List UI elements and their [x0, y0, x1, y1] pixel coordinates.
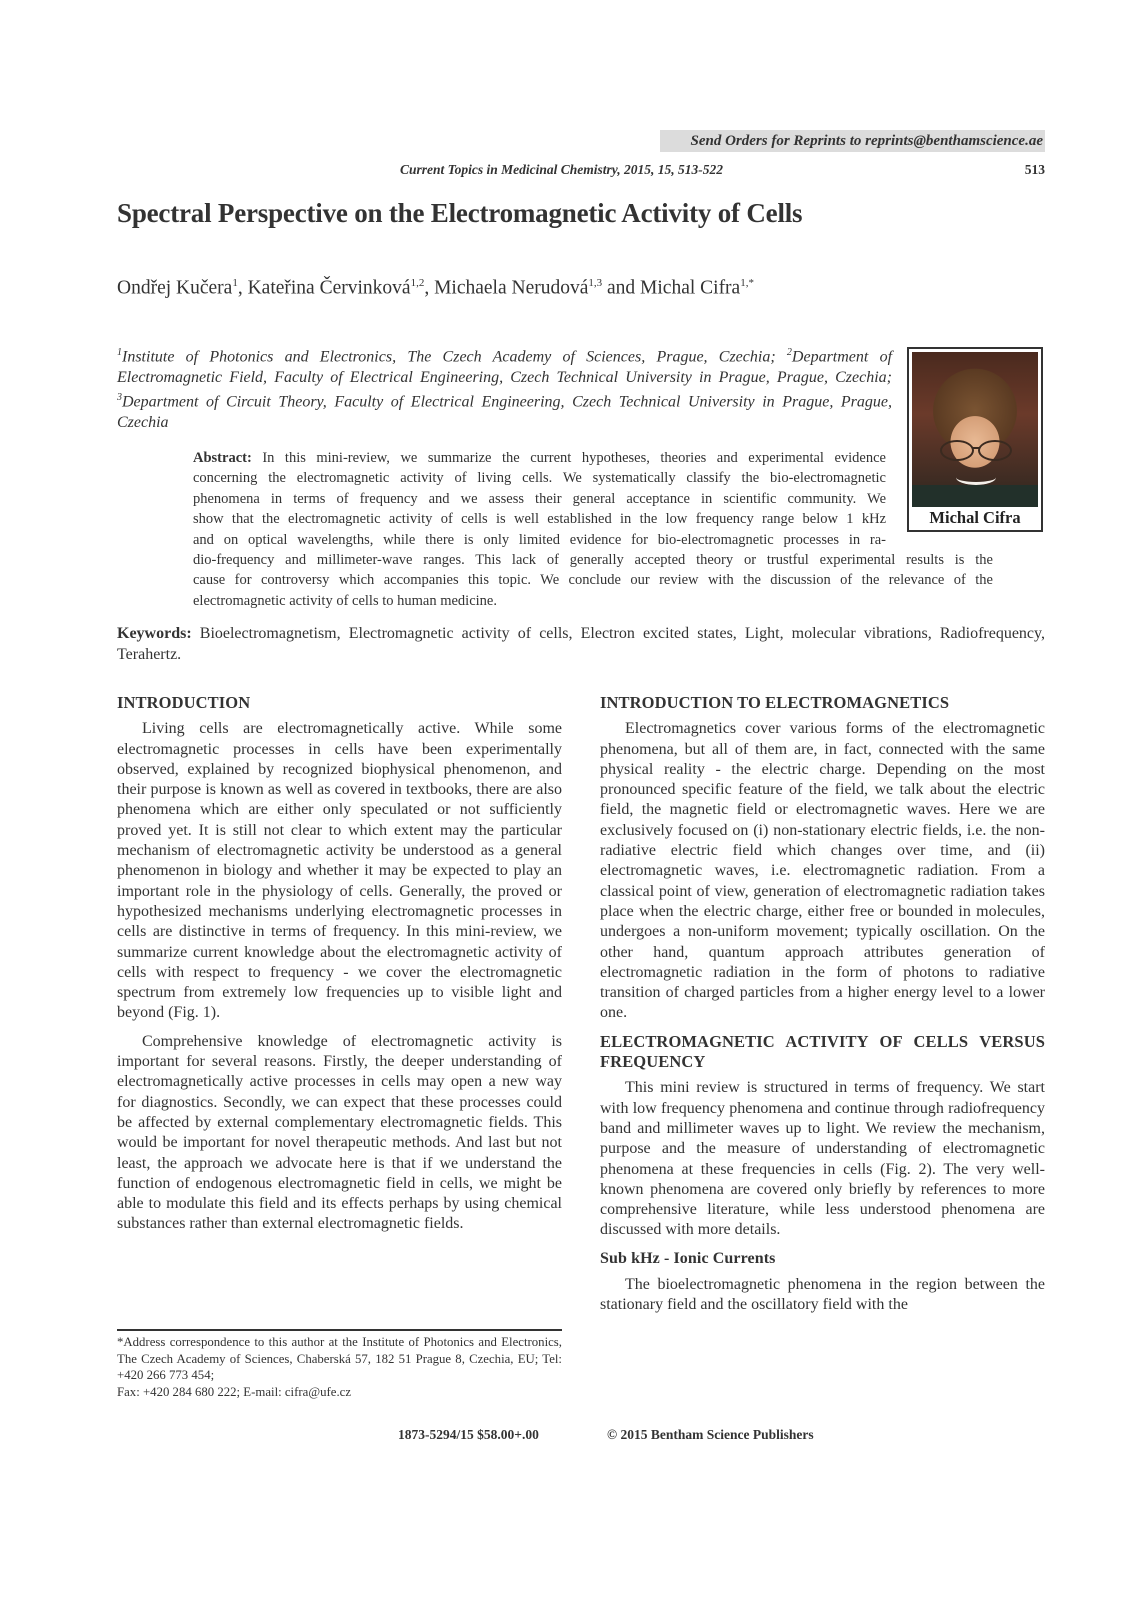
- journal-citation: Current Topics in Medicinal Chemistry, 2015, 15, 513-522: [400, 162, 724, 177]
- keywords-label: Keywords:: [117, 625, 192, 642]
- issn-price: 1873-5294/15 $58.00+.00: [398, 1427, 539, 1442]
- affiliation-sup: 1: [117, 347, 122, 358]
- affiliation-text: Department of Electromagnetic Field, Faculty of Electrical Engineering, Czech Technical University in Prague, Prague, Czechia;: [117, 348, 893, 386]
- page-number: 513: [1024, 162, 1045, 177]
- affiliation-sup: 3: [117, 392, 122, 404]
- paragraph: Living cells are electromagnetically active. While some electromagnetic processes in cells have been experimentally observed, explained by recognized biophysical phenomenon, and their purpose is known as well as covered in textbooks, there are also phenomena which are either only speculated or not sufficiently proved yet. It is still not clear to which extent may the particular mechanism of electromagnetic activity be understood as a general phenomenon in biology and whether it may be expected to play an important role in the physiology of cells. Generally, the proved or hypothesized mechanisms underlying electromagnetic processes in cells are distinctive in terms of frequency. In this mini-review, we summarize current knowledge about the electromagnetic activity of cells with respect to frequency - we cover the electromagnetic spectrum from extremely low frequencies up to visible light and beyond (Fig. 1).: [117, 720, 562, 1022]
- reprints-banner: Send Orders for Reprints to reprints@benthamscience.ae: [660, 130, 1045, 152]
- author-name: Ondřej Kučera: [117, 277, 233, 299]
- author-affiliation-sup: 1,*: [740, 277, 754, 289]
- abstract: [193, 448, 993, 611]
- affiliation-text: Department of Circuit Theory, Faculty of Electrical Engineering, Czech Technical University in Prague, Prague, Czechia: [117, 393, 892, 432]
- section-heading-intro-electromagnetics: INTRODUCTION TO ELECTROMAGNETICS: [600, 693, 950, 712]
- author-name: Michaela Nerudová: [434, 277, 589, 299]
- affiliation-sup: 2: [786, 347, 792, 358]
- abstract-line: [193, 448, 886, 468]
- subsection-heading-sub-khz: Sub kHz - Ionic Currents: [600, 1249, 776, 1267]
- left-column: [117, 693, 562, 1243]
- paragraph: The bioelectromagnetic phenomena in the region between the stationary field and the oscillatory field with the: [600, 1276, 1045, 1314]
- footnote-divider: [117, 1329, 562, 1331]
- copyright: © 2015 Bentham Science Publishers: [607, 1427, 814, 1442]
- separator: ,: [237, 277, 248, 299]
- right-column: [600, 693, 1045, 1324]
- abstract-text: In this mini-review, we summarize the current hypotheses, theories and experimental evidence: [251, 450, 886, 466]
- author-affiliation-sup: 1: [232, 277, 238, 289]
- abstract-line: electromagnetic activity of cells to human medicine.: [193, 592, 497, 609]
- separator: ,: [424, 277, 435, 299]
- author-list: [117, 277, 754, 300]
- correspondence-footnote: [117, 1334, 562, 1400]
- section-heading-introduction: INTRODUCTION: [117, 693, 251, 712]
- footnote-address: *Address correspondence to this author at the Institute of Photonics and Electronics, The Czech Academy of Sciences, Chaberská 57, 182 51 Prague 8, Czechia, EU; Tel: +420 266 773 454;: [117, 1335, 562, 1382]
- separator: and: [602, 277, 641, 299]
- paragraph: This mini review is structured in terms of frequency. We start with low frequency phenomena and continue through radiofrequency band and millimeter waves up to light. We review the mechanism, purpose and the measure of understanding of electromagnetic phenomena at these frequencies in cells (Fig. 2). The very well-known phenomena are covered only briefly by references to more comprehensive literature, while less understood phenomena are discussed with more details.: [600, 1079, 1045, 1239]
- author-name: Kateřina Červinková: [247, 277, 411, 299]
- author-affiliation-sup: 1,2: [410, 277, 425, 289]
- paragraph: Comprehensive knowledge of electromagnetic activity is important for several reasons. Firstly, the deeper understanding of electromagnetically active processes in cells may open a new way for diagnostics. Secondly, we can expect that these processes could be affected by external complementary electromagnetic fields. This would be important for novel therapeutic methods. And last but not least, the approach we advocate here is that if we understand the function of endogenous electromagnetic field in cells, we might be able to modulate this field and its effects perhaps by using chemical substances rather than external electromagnetic fields.: [117, 1032, 562, 1233]
- abstract-line: phenomena in terms of frequency and we assess their general acceptance in scientific community. We: [193, 490, 886, 507]
- author-affiliation-sup: 1,3: [588, 277, 603, 289]
- abstract-line: and on optical wavelengths, while there is only limited evidence for bio-electromagnetic processes in ra-: [193, 531, 886, 548]
- photo-caption: Michal Cifra: [929, 508, 1021, 527]
- section-heading-activity-vs-frequency: ELECTROMAGNETIC ACTIVITY OF CELLS VERSUS FREQUENCY: [600, 1031, 1045, 1072]
- paragraph: Electromagnetics cover various forms of the electromagnetic phenomena, but all of them are, in fact, connected with the same physical reality - the electric charge. Depending on the most pronounced specific feature of the field, we talk about the electric field, the magnetic field or electromagnetic waves. Here we are exclusively focused on (i) non-stationary electric fields, i.e. the non-radiative electric field which changes over time, and (ii) electromagnetic waves, i.e. electromagnetic radiation. From a classical point of view, generation of electromagnetic radiation takes place when the electric charge, either free or bounded in molecules, undergoes a non-uniform movement; typically oscillation. On the other hand, quantum approach attributes generation of electromagnetic radiation in the form of photons to radiative transition of charged particles from a higher energy level to a lower one.: [600, 720, 1045, 1022]
- abstract-line: concerning the electromagnetic activity of living cells. We systematically classify the bio-electromagnetic: [193, 470, 886, 487]
- author-name: Michal Cifra: [640, 277, 741, 299]
- abstract-line: cause for controversy which accompanies this topic. We conclude our review with the discussion of the relevance of the: [193, 572, 993, 589]
- affiliation-text: Institute of Photonics and Electronics, The Czech Academy of Sciences, Prague, Czechia;: [122, 348, 787, 366]
- affiliations: [117, 343, 892, 434]
- abstract-line: show that the electromagnetic activity of cells is well established in the low frequency range below 1 kHz: [193, 511, 886, 528]
- footnote-fax-email: Fax: +420 284 680 222; E-mail: cifra@ufe.cz: [117, 1384, 351, 1399]
- article-title: Spectral Perspective on the Electromagnetic Activity of Cells: [117, 198, 803, 228]
- keywords: [117, 623, 1045, 665]
- abstract-label: Abstract:: [193, 450, 252, 466]
- keywords-text: Bioelectromagnetism, Electromagnetic activity of cells, Electron excited states, Light, molecular vibrations, Radiofrequency, Terahertz.: [117, 625, 1045, 663]
- abstract-line: dio-frequency and millimeter-wave ranges. This lack of generally accepted theory or trustful experimental results is the: [193, 551, 993, 568]
